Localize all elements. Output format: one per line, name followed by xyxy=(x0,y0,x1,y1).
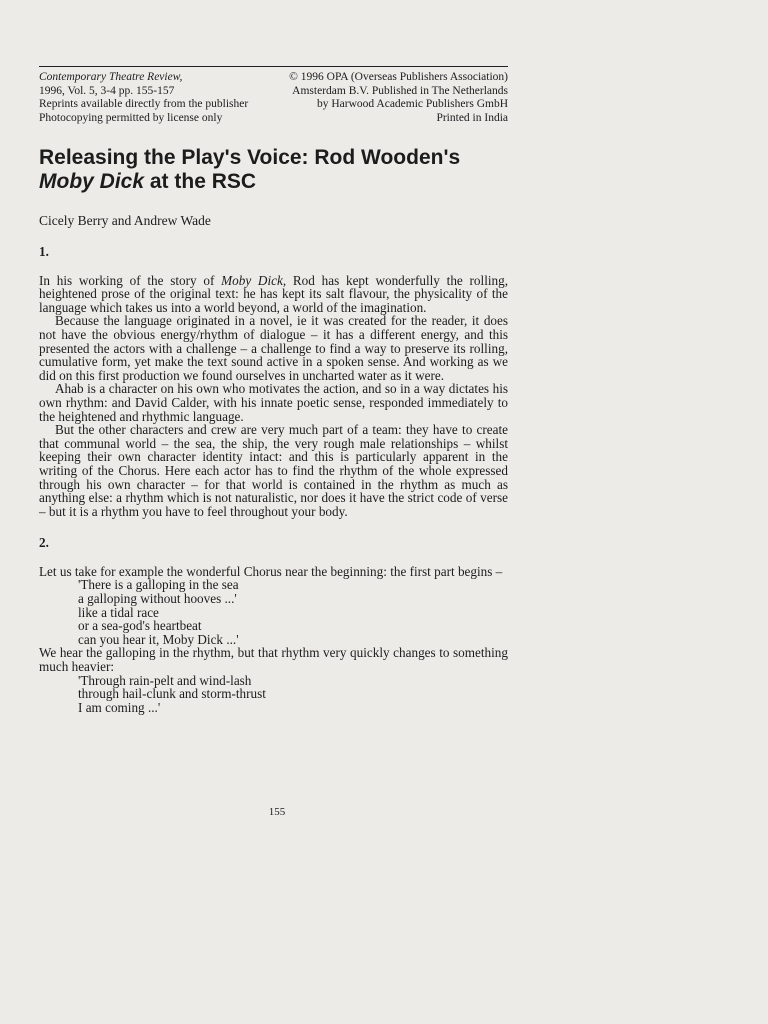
article-body xyxy=(39,241,508,714)
header-right xyxy=(289,71,508,125)
paragraph: Ahab is a character on his own who motivates the action, and so in a way dictates his own rhythm: and David Calder, with his innate poetic sense, responded immediately to the heightened and rhythmic language. xyxy=(39,381,508,424)
paragraph: We hear the galloping in the rhythm, but that rhythm very quickly changes to something much heavier: xyxy=(39,645,508,675)
title-line-1: Releasing the Play's Voice: Rod Wooden's xyxy=(39,146,461,169)
journal-name: Contemporary Theatre Review, xyxy=(39,71,183,83)
verse-line: I am coming ...' xyxy=(78,699,161,715)
text-run: In his working of the story of xyxy=(39,272,222,288)
article-title xyxy=(39,146,460,194)
article-authors: Cicely Berry and Andrew Wade xyxy=(39,213,211,228)
title-line-2: at the RSC xyxy=(144,170,257,193)
printed-in: Printed in India xyxy=(436,111,508,124)
verse-quote-1 xyxy=(78,578,508,646)
paragraph: Because the language originated in a novel, ie it was created for the reader, it does not have the obvious energy/rhythm of dialogue – it has a different energy, and this presented the actors with a challenge – a challenge to find a way to preserve its rolling, cumulative form, yet make the text sound active in a spoken sense. And working as we did on this first production we found ourselves in uncharted water as it were. xyxy=(39,313,508,383)
verse-line: through hail-clunk and storm-thrust xyxy=(78,686,266,702)
section-2-number: 2. xyxy=(39,535,49,551)
reprints-note: Reprints available directly from the publisher xyxy=(39,98,249,110)
paragraph: Let us take for example the wonderful Chorus near the beginning: the first part begins – xyxy=(39,563,503,579)
verse-quote-2 xyxy=(78,674,508,715)
publisher-line-2: by Harwood Academic Publishers GmbH xyxy=(317,98,508,110)
italic-text-run: Moby Dick xyxy=(221,272,283,288)
volume-info: 1996, Vol. 5, 3-4 pp. 155-157 xyxy=(39,84,175,97)
page-number: 155 xyxy=(268,806,286,818)
header-left xyxy=(39,71,248,125)
verse-line: or a sea-god's heartbeat xyxy=(78,618,202,634)
verse-line: 'There is a galloping in the sea xyxy=(78,577,239,593)
verse-line: like a tidal race xyxy=(78,604,159,620)
verse-line: a galloping without hooves ...' xyxy=(78,591,237,607)
verse-line: can you hear it, Moby Dick ...' xyxy=(78,631,239,647)
journal-header xyxy=(39,66,508,125)
copyright-line: © 1996 OPA (Overseas Publishers Association) xyxy=(289,71,508,83)
section-1-number: 1. xyxy=(39,244,49,259)
paragraph xyxy=(39,274,508,315)
photocopy-note: Photocopying permitted by license only xyxy=(39,111,223,124)
text-run: , Rod has kept wonderfully the rolling, heightened prose of the original text: he has kept its salt flavour, the physicality of the language which takes us into a world beyond, a world of the imagination. xyxy=(39,272,509,315)
paragraph: But the other characters and crew are very much part of a team: they have to create that communal world – the sea, the ship, the very rough male relationships – whilst keeping their own character identity intact: and this is particularly apparent in the writing of the Chorus. Here each actor has to find the rhythm of the whole expressed through his own character – for that world is contained in the rhythm as much as anything else: a rhythm which is not naturalistic, nor does it have the strict code of verse – but it is a rhythm you have to feel throughout your body. xyxy=(39,422,508,519)
publisher-line-1: Amsterdam B.V. Published in The Netherlands xyxy=(292,84,508,97)
title-italic: Moby Dick xyxy=(39,170,145,193)
verse-line: 'Through rain-pelt and wind-lash xyxy=(78,672,252,688)
